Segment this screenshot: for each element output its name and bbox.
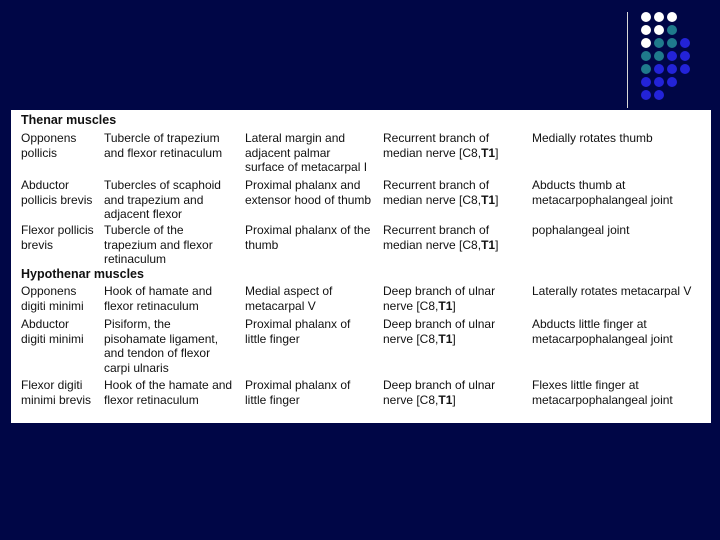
cell-line: little finger: [245, 331, 300, 346]
text-part: T1: [438, 392, 453, 407]
cell-line: and trapezium and: [104, 192, 204, 207]
cell-line: extensor hood of thumb: [245, 192, 372, 207]
cell-line: and flexor retinaculum: [104, 145, 223, 160]
cell-line: Proximal phalanx of: [245, 317, 351, 331]
cell-line: brevis: [21, 237, 54, 252]
innervation-cell: [383, 284, 495, 313]
cell-line: Proximal phalanx of: [245, 378, 351, 392]
cell-line: [383, 284, 495, 299]
cell-line: pisohamate ligament,: [104, 331, 219, 346]
cell-line: pophalangeal joint: [532, 223, 630, 237]
cell-line: minimi brevis: [21, 392, 92, 407]
cell-line: [383, 238, 498, 253]
cell-line: flexor retinaculum: [104, 392, 199, 407]
cell-line: Laterally rotates metacarpal V: [532, 284, 692, 298]
cell-line: metacarpal V: [245, 298, 316, 313]
cell-line: Pisiform, the: [104, 317, 171, 331]
action-cell: [532, 284, 691, 299]
innervation-cell: [383, 131, 498, 160]
decorative-dot: [641, 51, 651, 61]
origin-cell: [104, 378, 232, 407]
decorative-dot: [654, 38, 664, 48]
origin-cell: [104, 284, 212, 313]
muscle-name-cell: [21, 223, 94, 252]
text-part: Recurrent branch of: [383, 223, 490, 237]
cell-line: Abductor: [21, 178, 70, 192]
text-part: T1: [481, 237, 496, 252]
text-part: T1: [438, 298, 453, 313]
cell-line: Proximal phalanx and: [245, 178, 361, 192]
cell-line: Tubercles of scaphoid: [104, 178, 221, 192]
cell-line: Abductor: [21, 317, 70, 331]
text-part: T1: [438, 331, 453, 346]
innervation-cell: [383, 378, 495, 407]
cell-line: digiti minimi: [21, 331, 84, 346]
text-part: ]: [495, 192, 499, 207]
decorative-dot: [667, 51, 677, 61]
cell-line: flexor retinaculum: [104, 298, 199, 313]
decorative-dot: [667, 12, 677, 22]
decorative-dot: [667, 77, 677, 87]
decorative-dot: [641, 64, 651, 74]
muscle-name-cell: [21, 284, 84, 313]
text-part: median nerve [C8,: [383, 145, 482, 160]
decorative-dot: [667, 25, 677, 35]
decorative-dot: [641, 12, 651, 22]
text-part: ]: [452, 298, 456, 313]
cell-line: Opponens: [21, 284, 77, 298]
decorative-dot: [641, 25, 651, 35]
cell-line: [383, 193, 498, 208]
insertion-cell: [245, 223, 370, 252]
muscle-name-cell: [21, 131, 76, 160]
cell-line: Medially rotates thumb: [532, 131, 653, 145]
decorative-dot: [654, 12, 664, 22]
cell-line: [383, 393, 495, 408]
section-heading: Hypothenar muscles: [21, 267, 144, 281]
cell-line: Opponens: [21, 131, 77, 145]
decorative-dot: [654, 77, 664, 87]
text-part: nerve [C8,: [383, 298, 439, 313]
cell-line: Flexes little finger at: [532, 378, 639, 392]
cell-line: digiti minimi: [21, 298, 84, 313]
decorative-dot: [654, 51, 664, 61]
text-part: ]: [495, 145, 499, 160]
cell-line: trapezium and flexor: [104, 237, 213, 252]
text-part: ]: [495, 237, 499, 252]
cell-line: Hook of the hamate and: [104, 378, 233, 392]
innervation-cell: [383, 178, 498, 207]
text-part: median nerve [C8,: [383, 192, 482, 207]
cell-line: [383, 332, 495, 347]
cell-line: adjacent palmar: [245, 145, 331, 160]
text-part: nerve [C8,: [383, 331, 439, 346]
origin-cell: [104, 223, 213, 267]
text-part: Deep branch of ulnar: [383, 378, 496, 392]
text-part: nerve [C8,: [383, 392, 439, 407]
decorative-dot: [680, 64, 690, 74]
cell-line: pollicis: [21, 145, 58, 160]
cell-line: thumb: [245, 237, 279, 252]
cell-line: metacarpophalangeal joint: [532, 331, 673, 346]
decorative-dot: [654, 90, 664, 100]
decorative-dot: [680, 51, 690, 61]
decorative-divider-line: [627, 12, 628, 108]
text-part: Recurrent branch of: [383, 178, 490, 192]
cell-line: [383, 178, 498, 193]
cell-line: metacarpophalangeal joint: [532, 392, 673, 407]
decorative-dot: [654, 64, 664, 74]
cell-line: Proximal phalanx of the: [245, 223, 371, 237]
action-cell: [532, 131, 653, 146]
text-part: Recurrent branch of: [383, 131, 490, 145]
origin-cell: [104, 178, 221, 222]
decorative-dot: [667, 64, 677, 74]
text-part: T1: [481, 192, 496, 207]
decorative-dot: [641, 77, 651, 87]
cell-line: Abducts thumb at: [532, 178, 626, 192]
cell-line: Tubercle of trapezium: [104, 131, 220, 145]
cell-line: Medial aspect of: [245, 284, 333, 298]
cell-line: and tendon of flexor: [104, 346, 211, 360]
muscle-table: [11, 110, 711, 423]
cell-line: [383, 146, 498, 161]
decorative-dot: [654, 25, 664, 35]
muscle-name-cell: [21, 378, 91, 407]
text-part: ]: [452, 392, 456, 407]
muscle-name-cell: [21, 317, 84, 346]
cell-line: Flexor digiti: [21, 378, 83, 392]
action-cell: [532, 317, 673, 346]
text-part: Deep branch of ulnar: [383, 317, 496, 331]
innervation-cell: [383, 317, 495, 346]
insertion-cell: [245, 131, 367, 175]
cell-line: Hook of hamate and: [104, 284, 213, 298]
action-cell: [532, 223, 629, 238]
text-part: median nerve [C8,: [383, 237, 482, 252]
decorative-dot: [667, 38, 677, 48]
insertion-cell: [245, 178, 371, 207]
action-cell: [532, 178, 673, 207]
cell-line: surface of metacarpal I: [245, 160, 368, 174]
cell-line: little finger: [245, 392, 300, 407]
decorative-dot: [680, 38, 690, 48]
cell-line: [383, 317, 495, 332]
cell-line: metacarpophalangeal joint: [532, 192, 673, 207]
insertion-cell: [245, 317, 350, 346]
text-part: Deep branch of ulnar: [383, 284, 496, 298]
text-part: ]: [452, 331, 456, 346]
text-part: T1: [481, 145, 496, 160]
innervation-cell: [383, 223, 498, 252]
cell-line: pollicis brevis: [21, 192, 93, 207]
cell-line: [383, 299, 495, 314]
origin-cell: [104, 131, 222, 160]
cell-line: [383, 378, 495, 393]
muscle-name-cell: [21, 178, 92, 207]
section-heading: Thenar muscles: [21, 113, 117, 127]
cell-line: retinaculum: [104, 252, 167, 266]
decorative-dot: [641, 38, 651, 48]
cell-line: carpi ulnaris: [104, 360, 169, 375]
cell-line: adjacent flexor: [104, 207, 183, 221]
insertion-cell: [245, 378, 350, 407]
action-cell: [532, 378, 673, 407]
cell-line: Flexor pollicis: [21, 223, 94, 237]
cell-line: Lateral margin and: [245, 131, 346, 145]
cell-line: [383, 131, 498, 146]
cell-line: Tubercle of the: [104, 223, 184, 237]
cell-line: [383, 223, 498, 238]
insertion-cell: [245, 284, 332, 313]
decorative-dot: [641, 90, 651, 100]
origin-cell: [104, 317, 218, 375]
cell-line: Abducts little finger at: [532, 317, 647, 331]
